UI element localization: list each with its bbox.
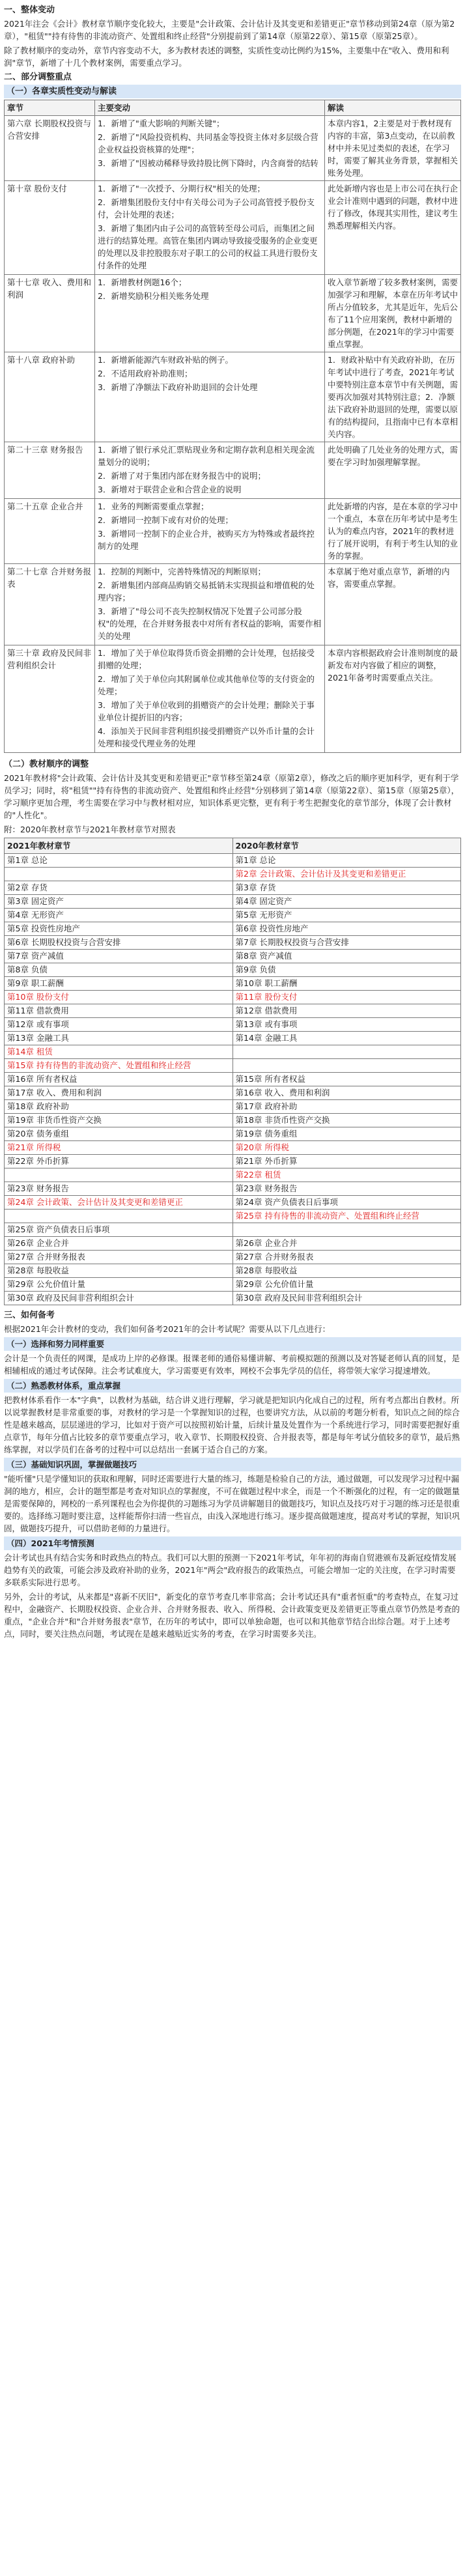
table-row bbox=[5, 352, 461, 442]
changes-cell bbox=[95, 352, 325, 442]
chapter-2020-cell bbox=[232, 1223, 461, 1237]
chapter-2021-cell bbox=[5, 1210, 233, 1223]
table-row bbox=[5, 922, 461, 936]
appendix-caption: 附：2020年教材章节与2021年教材章节对照表 bbox=[4, 825, 176, 834]
chapter-2021-cell: 第28章 每股收益 bbox=[5, 1264, 233, 1278]
chapter-2021-cell: 第25章 资产负债表日后事项 bbox=[5, 1223, 233, 1237]
header-changes: 主要变动 bbox=[95, 100, 325, 116]
chapter-2020-cell: 第1章 总论 bbox=[232, 854, 461, 868]
chapter-2020-cell: 第9章 负债 bbox=[232, 963, 461, 977]
chapter-2021-cell: 第8章 负债 bbox=[5, 963, 233, 977]
table-row bbox=[5, 1073, 461, 1086]
table-row bbox=[5, 1278, 461, 1292]
chapter-2021-cell: 第6章 长期股权投资与合营安排 bbox=[5, 936, 233, 950]
change-item: 3．新增了集团内由子公司的高管转至母公司后，而集团之间进行的结算处理。高管在集团内调动导致接受服务的企业变更的处理以及非控股股东对子职工的公司的权益工具进行股份支付条件的处理 bbox=[98, 223, 318, 270]
chapter-2020-cell: 第23章 财务报告 bbox=[232, 1182, 461, 1196]
chapter-2020-cell: 第19章 债务重组 bbox=[232, 1127, 461, 1141]
order-adjustment-para: 2021年教材将"会计政策、会计估计及其变更和差错更正"章节移至第24章（原第2章），修改之后的顺序更加科学，更有利于学员学习；同时，将"租赁""持有待售的非流动资产、处置组和终止经营"分别移到了第14章（原第22章）、第15章（原第25章），学习顺序更加合理，考生需要在学习中与教材相对应，知识体系更完整，更有利于考生把握变化的章节部分，体现了会计教材的"人性化"。 bbox=[4, 773, 460, 820]
chapter-2020-cell: 第30章 政府及民间非营利组织会计 bbox=[232, 1292, 461, 1305]
table-row bbox=[5, 116, 461, 181]
table-row bbox=[5, 881, 461, 895]
changes-cell bbox=[95, 275, 325, 352]
table-row bbox=[5, 1196, 461, 1210]
change-item: 2．新增集团内部商品购销交易抵销未实现损益和增值税的处理内容； bbox=[98, 580, 315, 602]
chapter-2021-cell: 第9章 职工薪酬 bbox=[5, 977, 233, 991]
section-title-overall-changes: 一、整体变动 bbox=[4, 5, 55, 15]
table-row bbox=[5, 1223, 461, 1237]
table-row bbox=[5, 895, 461, 909]
chapter-2021-cell: 第30章 政府及民间非营利组织会计 bbox=[5, 1292, 233, 1305]
chapter-changes-body bbox=[5, 116, 461, 753]
changes-cell bbox=[95, 181, 325, 275]
table-row bbox=[5, 868, 461, 881]
change-item: 2．不适用政府补助准则； bbox=[98, 369, 193, 378]
table-row bbox=[5, 1155, 461, 1168]
change-item: 4．添加关于民间非营利组织接受捐赠资产以外币计量的会计处理和接受代理业务的处理 bbox=[98, 726, 315, 748]
chapter-2020-cell: 第25章 持有待售的非流动资产、处置组和终止经营 bbox=[232, 1210, 461, 1223]
table-row bbox=[5, 1264, 461, 1278]
change-item: 2．新增了"风险投资机构、共同基金等投资主体对多层级合营企业权益投资核算的处理"； bbox=[98, 132, 318, 154]
chapter-2020-cell: 第10章 职工薪酬 bbox=[232, 977, 461, 991]
tip-1-text: 会计是一个负责任的网课，是成功上岸的必修课。报课老师的通俗易懂讲解、考前模拟题的预测以及对答疑老师认真的回复，是相辅相成的通过考试保障。注会考试难度大，学习需要更有效率，网校不会事先学员的信任，将带领大家学习提速增效。 bbox=[4, 1353, 460, 1376]
chapter-2020-cell: 第16章 收入、费用和利润 bbox=[232, 1086, 461, 1100]
table-header-row bbox=[5, 838, 461, 854]
prepare-intro: 根据2021年会计教材的变动，我们如何备考2021年的会计考试呢？需要从以下几点进行： bbox=[4, 1324, 331, 1334]
chapter-mapping-table bbox=[4, 838, 461, 1305]
tip-4-text-1: 会计考试也具有结合实务和时政热点的特点。我们可以大胆的预测一下2021年考试，年年初的海南自贸港颁布及新冠疫情发展趋势有关的政策，可能会涉及政府补助的业务，2021年"两会"政府报告的政策热点，可能会增加一定的关注度，在学习时需要多联系实际进行思考。 bbox=[4, 1553, 457, 1587]
table-row bbox=[5, 275, 461, 352]
interpretation-cell: 本章属于绝对重点章节，新增的内容，需要重点掌握。 bbox=[325, 564, 461, 645]
chapter-2021-cell: 第22章 外币折算 bbox=[5, 1155, 233, 1168]
chapter-2020-cell: 第5章 无形资产 bbox=[232, 909, 461, 922]
chapter-cell: 第二十七章 合并财务报表 bbox=[5, 564, 95, 645]
tip-3-text: "能听懂"只是学懂知识的获取和理解，同时还需要进行大量的练习，练题是检验自己的方法，通过做题，可以发现学习过程中漏洞的地方，相应，会计的题型都是考查对知识点的掌握度，不可在做题过程中求全，而是一个不断强化的过程，有一定的做题量是需要保障的，网校的一系列课程也会为你提供的习题练习为学员讲解题目的做题技巧，知识点及技巧对于习题的练习还是很重要的。选择练习题时要注意，这样能帮你扫清一些盲点，由浅入深地进行练习。逐步提高做题速度，提高对考试的掌握，知识巩固，做题技巧提升，可以借助老师的力量进行。 bbox=[4, 1474, 460, 1533]
change-item: 3．新增了"母公司不丧失控制权情况下处置子公司部分股权"的处理，在合并财务报表中对所有者权益的影响，需要作相关的处理 bbox=[98, 606, 322, 641]
chapter-2020-cell: 第22章 租赁 bbox=[232, 1168, 461, 1182]
chapter-cell: 第六章 长期股权投资与合营安排 bbox=[5, 116, 95, 181]
chapter-2021-cell bbox=[5, 868, 233, 881]
chapter-2020-cell: 第8章 资产减值 bbox=[232, 950, 461, 963]
chapter-2020-cell: 第11章 股份支付 bbox=[232, 991, 461, 1004]
chapter-2020-cell: 第24章 资产负债表日后事项 bbox=[232, 1196, 461, 1210]
table-row bbox=[5, 1045, 461, 1059]
change-item: 3．新增对于联营企业和合营企业的说明 bbox=[98, 485, 242, 494]
section-title-key-adjustments: 二、部分调整重点 bbox=[4, 72, 72, 82]
interpretation-cell: 本章内容根据政府会计准则制度的最新发布对内容做了相应的调整，2021年备考时需要重点关注。 bbox=[325, 645, 461, 753]
changes-cell bbox=[95, 116, 325, 181]
table-row bbox=[5, 1168, 461, 1182]
change-item: 2．新增奖励积分相关账务处理 bbox=[98, 291, 209, 301]
chapter-2020-cell: 第17章 政府补助 bbox=[232, 1100, 461, 1114]
chapter-2021-cell: 第3章 固定资产 bbox=[5, 895, 233, 909]
table-row bbox=[5, 442, 461, 499]
chapter-2021-cell: 第13章 金融工具 bbox=[5, 1032, 233, 1045]
chapter-2021-cell: 第17章 收入、费用和利润 bbox=[5, 1086, 233, 1100]
tip-4-title: （四）2021年考情预测 bbox=[4, 1536, 461, 1550]
changes-cell bbox=[95, 442, 325, 499]
change-item: 3．新增了净额法下政府补助退回的会计处理 bbox=[98, 382, 258, 392]
chapter-2021-cell: 第15章 持有待售的非流动资产、处置组和终止经营 bbox=[5, 1059, 233, 1073]
chapter-2021-cell: 第7章 资产减值 bbox=[5, 950, 233, 963]
header-2021-chapters: 2021年教材章节 bbox=[5, 838, 233, 854]
tip-1-title: （一）选择和努力同样重要 bbox=[4, 1337, 461, 1351]
change-item: 2．增加了关于单位向其附属单位或其他单位等的支付资金的处理； bbox=[98, 674, 315, 696]
table-row bbox=[5, 1237, 461, 1251]
chapter-2021-cell: 第16章 所有者权益 bbox=[5, 1073, 233, 1086]
chapter-2020-cell: 第28章 每股收益 bbox=[232, 1264, 461, 1278]
chapter-2021-cell: 第5章 投资性房地产 bbox=[5, 922, 233, 936]
change-item: 1．新增了"一次授予、分期行权"相关的处理； bbox=[98, 184, 265, 193]
chapter-2020-cell: 第29章 公允价值计量 bbox=[232, 1278, 461, 1292]
table-header-row bbox=[5, 100, 461, 116]
tip-3-title: （三）基础知识巩固，掌握做题技巧 bbox=[4, 1458, 461, 1471]
chapter-2020-cell: 第2章 会计政策、会计估计及其变更和差错更正 bbox=[232, 868, 461, 881]
tip-2-text: 把教材体系看作一本"字典"，以教材为基础，结合讲义进行理解，学习就是把知识内化成自己的过程，所有考点都出自教材。所以说掌握教材是非常重要的事，对教材的学习是一个掌握知识的过程，也要讲究方法，从以前的考题分析看，知识点之间的综合性是越来越高，层层递进的学习，比如对于资产可以按照初始计量，后续计量及处置作为一个系统进行学习，同时需要把握好重点章节，每年分值占比较多的章节要重点学习，收入章节、长期股权投资、合并报表等，都是每年考试分值较多的章节，最后熟练掌握，对以学员们在备考的过程中可以总结出一套属于适合自己的方案。 bbox=[4, 1395, 460, 1454]
change-item: 1．控制的判断中，完善特殊情况的判断原则； bbox=[98, 567, 266, 576]
table-row bbox=[5, 645, 461, 753]
chapter-2020-cell: 第26章 企业合并 bbox=[232, 1237, 461, 1251]
chapter-2020-cell: 第21章 外币折算 bbox=[232, 1155, 461, 1168]
table-row bbox=[5, 854, 461, 868]
chapter-2020-cell: 第13章 或有事项 bbox=[232, 1018, 461, 1032]
interpretation-cell: 此处新增内容也是上市公司在执行企业会计准则中遇到的问题，教材中进行了修改，体现其实用性，建议考生熟悉理解相关内容。 bbox=[325, 181, 461, 275]
chapter-2020-cell: 第7章 长期股权投资与合营安排 bbox=[232, 936, 461, 950]
change-item: 3．新增了"因被动稀释导致持股比例下降时，内含商誉的结转 bbox=[98, 158, 318, 168]
change-item: 1．业务的判断需要重点掌握； bbox=[98, 502, 209, 511]
change-item: 2．新增集团股份支付中有关母公司为子公司高管授予股份支付，会计处理的表述； bbox=[98, 197, 315, 219]
chapter-2021-cell: 第11章 借款费用 bbox=[5, 1004, 233, 1018]
change-item: 1．新增新能源汽车财政补贴的例子。 bbox=[98, 355, 233, 365]
table-row bbox=[5, 1292, 461, 1305]
overall-para-2: 除了教材顺序的变动外，章节内容变动不大，多为教材表述的调整，实质性变动比例约为15%，主要集中在"收入、费用和利润"章节，新增了十几个教材案例，需要重点学习。 bbox=[4, 46, 449, 68]
table-row bbox=[5, 1210, 461, 1223]
chapter-2020-cell: 第3章 存货 bbox=[232, 881, 461, 895]
table-row bbox=[5, 564, 461, 645]
tip-2-title: （二）熟悉教材体系，重点掌握 bbox=[4, 1379, 461, 1393]
chapter-2021-cell: 第29章 公允价值计量 bbox=[5, 1278, 233, 1292]
chapter-2020-cell: 第12章 借款费用 bbox=[232, 1004, 461, 1018]
header-2020-chapters: 2020年教材章节 bbox=[232, 838, 461, 854]
change-item: 1．增加了关于单位取得货币资金捐赠的会计处理，包括接受捐赠的处理； bbox=[98, 648, 315, 670]
table-row bbox=[5, 1251, 461, 1264]
chapter-2021-cell: 第19章 非货币性资产交换 bbox=[5, 1114, 233, 1127]
subsection-title-chapter-changes: （一）各章实质性变动与解读 bbox=[4, 85, 461, 98]
table-row bbox=[5, 909, 461, 922]
change-item: 2．新增了对于集团内部在财务报告中的说明； bbox=[98, 471, 266, 481]
change-item: 1．新增了"重大影响的判断关键"； bbox=[98, 119, 225, 128]
chapter-2020-cell: 第15章 所有者权益 bbox=[232, 1073, 461, 1086]
chapter-mapping-body bbox=[5, 854, 461, 1305]
chapter-2020-cell: 第18章 非货币性资产交换 bbox=[232, 1114, 461, 1127]
table-row bbox=[5, 181, 461, 275]
chapter-2021-cell: 第26章 企业合并 bbox=[5, 1237, 233, 1251]
table-row bbox=[5, 1018, 461, 1032]
table-row bbox=[5, 977, 461, 991]
chapter-2021-cell: 第24章 会计政策、会计估计及其变更和差错更正 bbox=[5, 1196, 233, 1210]
section-title-how-to-prepare: 三、如何备考 bbox=[4, 1310, 55, 1320]
table-row bbox=[5, 991, 461, 1004]
chapter-2020-cell: 第20章 所得税 bbox=[232, 1141, 461, 1155]
chapter-2021-cell: 第14章 租赁 bbox=[5, 1045, 233, 1059]
table-row bbox=[5, 936, 461, 950]
changes-cell bbox=[95, 564, 325, 645]
chapter-cell: 第三十章 政府及民间非营利组织会计 bbox=[5, 645, 95, 753]
chapter-2020-cell: 第4章 固定资产 bbox=[232, 895, 461, 909]
change-item: 1．新增教材例题16个； bbox=[98, 277, 187, 287]
chapter-2021-cell: 第2章 存货 bbox=[5, 881, 233, 895]
chapter-2021-cell: 第23章 财务报告 bbox=[5, 1182, 233, 1196]
chapter-2020-cell: 第14章 金融工具 bbox=[232, 1032, 461, 1045]
header-interpretation: 解读 bbox=[325, 100, 461, 116]
table-row bbox=[5, 1004, 461, 1018]
change-item: 3．新增同一控制下的企业合并，被购买方为特殊或者最终控制方的处理 bbox=[98, 529, 315, 551]
chapter-2021-cell: 第12章 或有事项 bbox=[5, 1018, 233, 1032]
table-row bbox=[5, 1182, 461, 1196]
chapter-2021-cell: 第27章 合并财务报表 bbox=[5, 1251, 233, 1264]
header-chapter: 章节 bbox=[5, 100, 95, 116]
table-row bbox=[5, 950, 461, 963]
table-row bbox=[5, 1114, 461, 1127]
interpretation-cell: 1．财政补贴中有关政府补助，在历年考试中进行了考查，2021年考试中要特别注意本章节中有关例题，需要再次加强对其特别注意；2．净额法下政府补助退回的处理，需要以原有的结构提问，且指南中已有本章相关内容。 bbox=[325, 352, 461, 442]
table-row bbox=[5, 1141, 461, 1155]
changes-cell bbox=[95, 645, 325, 753]
chapter-cell: 第十七章 收入、费用和利润 bbox=[5, 275, 95, 352]
chapter-cell: 第十章 股份支付 bbox=[5, 181, 95, 275]
chapter-2021-cell: 第1章 总论 bbox=[5, 854, 233, 868]
table-row bbox=[5, 499, 461, 564]
table-row bbox=[5, 1059, 461, 1073]
table-row bbox=[5, 1100, 461, 1114]
chapter-2020-cell: 第27章 合并财务报表 bbox=[232, 1251, 461, 1264]
change-item: 2．新增同一控制下或有对价的处理； bbox=[98, 515, 233, 525]
chapter-cell: 第二十三章 财务报告 bbox=[5, 442, 95, 499]
subsection-title-order-adjustment: （二）教材顺序的调整 bbox=[4, 759, 89, 769]
chapter-cell: 第十八章 政府补助 bbox=[5, 352, 95, 442]
changes-cell bbox=[95, 499, 325, 564]
chapter-2020-cell bbox=[232, 1059, 461, 1073]
tip-4-text-2: 另外，会计的考试，从来都是"喜新不厌旧"，新变化的章节考查几率非常高；会计考试还具有"重者恒重"的考查特点，在复习过程中，金融资产、长期股权投资、企业合并、合并财务报表、收入、所得税、会计政策变更及差错更正等重点章节仍然是考查的重点，"企业合并"和"合并财务报表"章节，在历年的考试中，即可以单独命题，也可以和其他章节结合出综合题。对于上述考点，同时，要关注热点问题，考试现在是越来越贴近实务的考查，在学习时需要多关注。 bbox=[4, 1592, 460, 1639]
overall-para-1: 2021年注会《会计》教材章节顺序变化较大，主要是"会计政策、会计估计及其变更和差错更正"章节移动到第24章（原为第2章），"租赁""持有待售的非流动资产、处置组和终止经营"分别提前到了第14章（原第22章）、第15章（原第25章）。 bbox=[4, 19, 455, 41]
interpretation-cell: 收入章节新增了较多教材案例，需要加强学习和理解，本章在历年考试中所占分值较多，尤其是近年，先后公布了11个应用案例，教材中新增的部分例题，在2021年的学习中需要重点掌握。 bbox=[325, 275, 461, 352]
chapter-2020-cell: 第6章 投资性房地产 bbox=[232, 922, 461, 936]
table-row bbox=[5, 1032, 461, 1045]
interpretation-cell: 此处明确了几处业务的处理方式，需要在学习时加强理解掌握。 bbox=[325, 442, 461, 499]
table-row bbox=[5, 963, 461, 977]
table-row bbox=[5, 1086, 461, 1100]
change-item: 1．新增了银行承兑汇票贴现业务和定期存款利息相关现金流量划分的说明； bbox=[98, 445, 315, 467]
table-row bbox=[5, 1127, 461, 1141]
chapter-2021-cell: 第10章 股份支付 bbox=[5, 991, 233, 1004]
chapter-2021-cell: 第18章 政府补助 bbox=[5, 1100, 233, 1114]
change-item: 3．增加了关于单位收到的捐赠资产的会计处理；删除关于事业单位计提折旧的内容； bbox=[98, 700, 315, 722]
interpretation-cell: 此处新增的内容，是在本章的学习中一个重点，本章在历年考试中是考生认为的难点内容，2021年的教材进行了展开说明，有利于考生认知的业务的掌握。 bbox=[325, 499, 461, 564]
chapter-2021-cell bbox=[5, 1168, 233, 1182]
chapter-2021-cell: 第20章 债务重组 bbox=[5, 1127, 233, 1141]
chapter-changes-table bbox=[4, 100, 461, 753]
chapter-2021-cell: 第4章 无形资产 bbox=[5, 909, 233, 922]
chapter-2021-cell: 第21章 所得税 bbox=[5, 1141, 233, 1155]
interpretation-cell: 本章内容1，2主要是对于教材现有内容的丰富，第3点变动，在以前教材中并未见过类似的表述，在学习时，需要了解其业务背景，掌握相关账务处理。 bbox=[325, 116, 461, 181]
chapter-cell: 第二十五章 企业合并 bbox=[5, 499, 95, 564]
chapter-2020-cell bbox=[232, 1045, 461, 1059]
